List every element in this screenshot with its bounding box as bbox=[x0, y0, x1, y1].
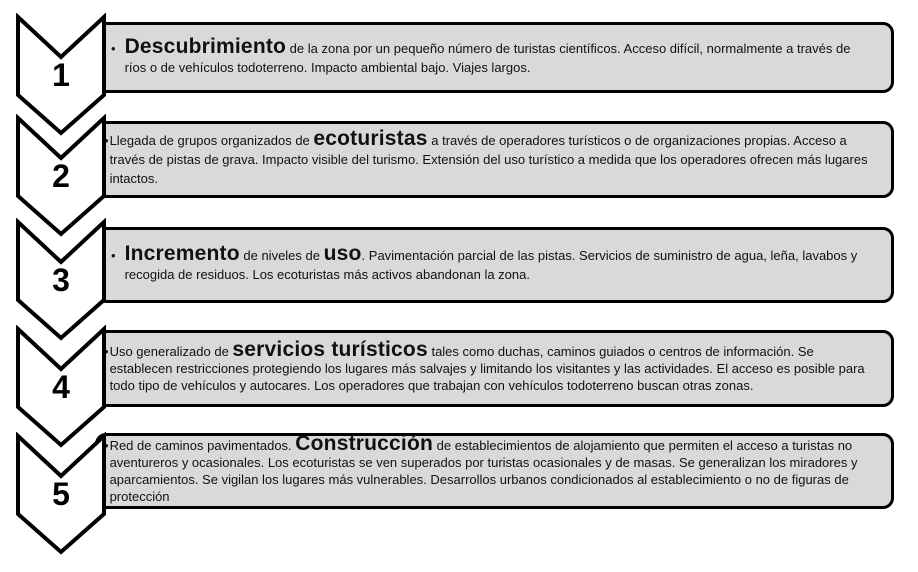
stage-description bbox=[104, 34, 875, 77]
stage-number: 3 bbox=[52, 262, 70, 298]
stage-number: 4 bbox=[52, 369, 70, 405]
stage-box bbox=[95, 433, 894, 509]
stage-description bbox=[104, 432, 875, 505]
stage-description-text bbox=[124, 242, 875, 284]
text-segment: de establecimientos de alojamiento que permiten el acceso a turistas no aventureros y ocasionales. Los ecoturistas se ven superados por turistas ocasionales y de masas. Se generalizan los miradores y aparcamientos. Se vigilan los lugares más vulnerables. Desarrollos urbanos condicionados al establecimiento o no de figuras de protección bbox=[109, 438, 858, 504]
stage-description-text bbox=[109, 432, 875, 505]
keyword-text: uso bbox=[323, 242, 362, 265]
stage-box bbox=[95, 227, 894, 303]
bullet-marker: • bbox=[104, 344, 109, 359]
stage-description bbox=[104, 127, 875, 188]
stage-description-text bbox=[109, 127, 875, 188]
stage-description bbox=[104, 338, 875, 394]
text-segment: Uso generalizado de bbox=[109, 344, 233, 359]
keyword-text: servicios turísticos bbox=[232, 338, 428, 361]
stage-box bbox=[95, 121, 894, 198]
stage-description-text bbox=[124, 34, 875, 77]
text-segment: de niveles de bbox=[239, 248, 324, 263]
text-segment: tales como duchas, caminos guiados o centros de información. Se establecen restricciones protegiendo los lugares más salvajes y limitando los visitantes y las actividades. El acceso es posible para todo tipo de vehículos y autocares. Los operadores que trabajan con vehículos todoterreno buscan otras zonas. bbox=[109, 344, 865, 393]
text-segment: Red de caminos pavimentados. bbox=[109, 438, 296, 453]
keyword-text: ecoturistas bbox=[313, 127, 428, 150]
stage-description bbox=[104, 242, 875, 284]
stage-description-text bbox=[109, 338, 875, 394]
stage-number: 1 bbox=[52, 57, 70, 93]
keyword-text: Incremento bbox=[124, 242, 240, 265]
stage-box bbox=[95, 22, 894, 93]
keyword-text: Construcción bbox=[295, 432, 434, 455]
bullet-marker: • bbox=[111, 248, 116, 263]
stage-number: 2 bbox=[52, 158, 70, 194]
text-segment: Llegada de grupos organizados de bbox=[109, 133, 314, 148]
stage-box bbox=[95, 330, 894, 407]
text-segment: . Pavimentación parcial de las pistas. Servicios de suministro de agua, leña, lavabos y recogida de residuos. Los ecoturistas más activos abandonan la zona. bbox=[124, 248, 858, 282]
bullet-marker: • bbox=[104, 133, 109, 148]
keyword-text: Descubrimiento bbox=[124, 34, 287, 58]
bullet-marker: • bbox=[104, 438, 109, 453]
bullet-marker: • bbox=[111, 40, 116, 56]
text-segment: de la zona por un pequeño número de turistas científicos. Acceso difícil, normalmente a través de ríos o de vehículos todoterreno. Impacto ambiental bajo. Viajes largos. bbox=[124, 40, 851, 75]
stage-number: 5 bbox=[52, 476, 70, 512]
text-segment: a través de operadores turísticos o de organizaciones propias. Acceso a través de pistas de grava. Impacto visible del turismo. Extensión del uso turístico a medida que los operadores ofrecen más lugares intactos. bbox=[109, 133, 868, 186]
